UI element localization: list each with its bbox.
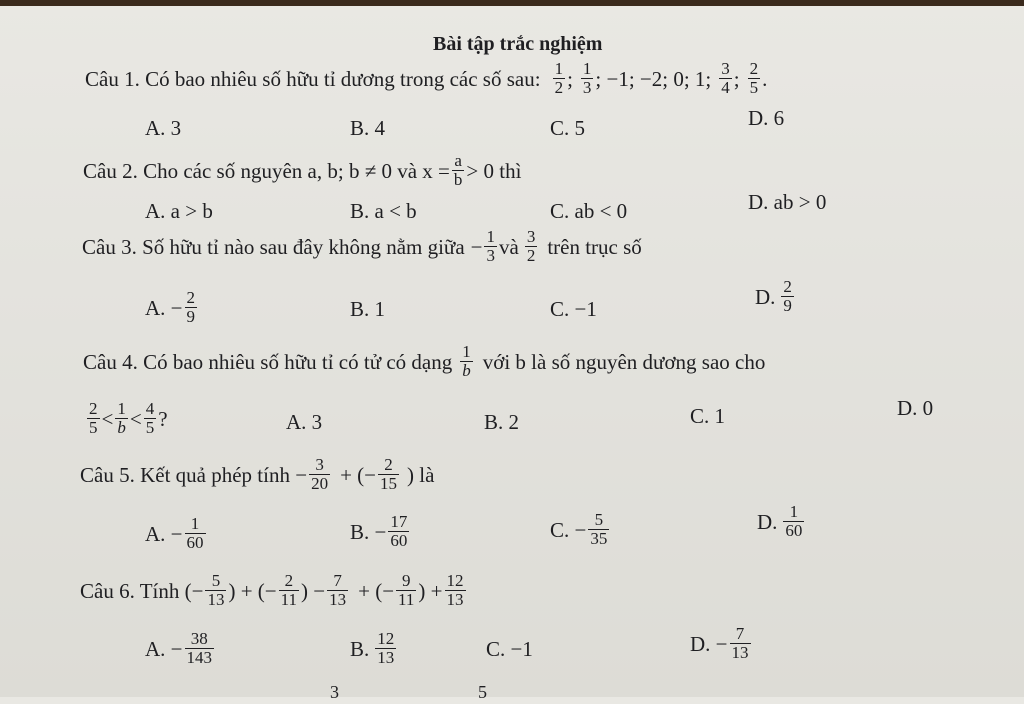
q1-option-b: B. 4	[350, 116, 386, 140]
q6-fraction-2: $\frac{2}{11}$	[280, 571, 298, 609]
q2-option-d: D. ab > 0	[748, 190, 827, 214]
question-2-tail: > 0 thì	[466, 158, 522, 183]
q6-option-c: C. −1	[486, 637, 533, 661]
q5-option-b: B. − $\frac{17}{60}$	[350, 512, 408, 550]
q4-cond-fraction-1: $\frac{2}{5}$	[89, 399, 98, 437]
q5-fraction-2: $\frac{2}{15}$	[380, 455, 397, 493]
question-4-tail: với b là số nguyên dương sao cho	[482, 349, 766, 374]
q3-option-b: B. 1	[350, 297, 386, 321]
q3-fraction-2: $\frac{3}{2}$	[526, 227, 536, 265]
q2-option-b: B. a < b	[350, 199, 417, 223]
q6-option-b: B. $\frac{12}{13}$	[350, 629, 395, 667]
q5-option-a: A. − $\frac{1}{60}$	[145, 514, 204, 552]
q1-fraction-2: $\frac{1}{3}$	[582, 59, 592, 97]
q4-option-c: C. 1	[690, 404, 726, 428]
q6-option-a: A. − $\frac{38}{143}$	[145, 629, 213, 667]
q2-option-a: A. a > b	[145, 199, 213, 223]
question-1-text: Câu 1. Có bao nhiêu số hữu tỉ dương trong các số sau:	[85, 66, 541, 91]
q3-option-c: C. −1	[550, 297, 597, 321]
q5-c-fraction: $\frac{5}{35}$	[590, 510, 608, 548]
q4-fraction: $\frac{1}{b}$	[462, 342, 471, 380]
q1-fraction-4: $\frac{2}{5}$	[749, 59, 759, 97]
bottom-cut-text-2: 5	[478, 682, 487, 702]
q4-option-d: D. 0	[897, 396, 934, 420]
question-3-text: Câu 3. Số hữu tỉ nào sau đây không nằm giữa	[82, 234, 465, 259]
q6-fraction-3: $\frac{7}{13}$	[329, 571, 347, 609]
q6-fraction-4: $\frac{9}{11}$	[398, 571, 415, 609]
q5-d-fraction: $\frac{1}{60}$	[785, 502, 803, 540]
q2-fraction: $\frac{a}{b}$	[453, 151, 463, 189]
q3-a-fraction: $\frac{2}{9}$	[186, 288, 196, 326]
page-title: Bài tập trắc nghiệm	[433, 33, 603, 55]
q1-fraction-3: $\frac{3}{4}$	[721, 59, 730, 97]
q6-option-d: D. − $\frac{7}{13}$	[690, 624, 749, 662]
q5-fraction-1: $\frac{3}{20}$	[311, 455, 329, 493]
question-3-tail: trên trục số	[547, 234, 642, 259]
top-edge	[0, 0, 1024, 6]
q2-option-c: C. ab < 0	[550, 199, 628, 223]
q5-a-fraction: $\frac{1}{60}$	[186, 514, 204, 552]
q6-a-fraction: $\frac{38}{143}$	[186, 629, 213, 667]
q1-option-d: D. 6	[748, 106, 785, 130]
question-5: Câu 5. Kết quả phép tính − $\frac{3}{20}$ + (− $\frac{2}{15}$ ) là	[80, 455, 435, 493]
q4-option-b: B. 2	[484, 410, 520, 434]
q3-option-d: D. $\frac{2}{9}$	[755, 277, 792, 315]
question-2	[83, 152, 521, 189]
question-1: Câu 1. Có bao nhiêu số hữu tỉ dương trong các số sau: $\frac{1}{2}$ ; $\frac{1}{3}$ ; −1; −2; 0; 1; $\frac{3}{4}$ ; $\frac{2}{5}$ .	[85, 59, 768, 97]
question-6-text: Câu 6. Tính (−	[80, 578, 204, 603]
q3-d-fraction: $\frac{2}{9}$	[783, 277, 792, 315]
q1-list: ; −1; −2; 0; 1;	[595, 66, 712, 91]
q4-option-a: A. 3	[286, 410, 323, 434]
q1-option-a: A. 3	[145, 116, 182, 140]
q5-option-c: C. − $\frac{5}{35}$	[550, 510, 608, 548]
q4-cond-fraction-2: $\frac{1}{b}$	[117, 399, 126, 437]
q6-fraction-1: $\frac{5}{13}$	[207, 571, 225, 609]
question-2-text: Câu 2. Cho các số nguyên a, b; b ≠ 0 và x =	[83, 158, 450, 183]
question-4-text: Câu 4. Có bao nhiêu số hữu tỉ có tử có dạng	[83, 349, 453, 374]
bottom-cut-text-1: 3	[330, 682, 339, 702]
q6-fraction-5: $\frac{12}{13}$	[446, 571, 464, 609]
q3-option-a: A. − $\frac{2}{9}$	[145, 288, 196, 326]
question-5-text: Câu 5. Kết quả phép tính −	[80, 462, 308, 487]
q6-d-fraction: $\frac{7}{13}$	[731, 624, 749, 662]
question-4	[83, 343, 765, 380]
q4-cond-fraction-3: $\frac{4}{5}$	[145, 399, 155, 437]
question-6: Câu 6. Tính (− $\frac{5}{13}$ ) + (− $\frac{2}{11}$ ) − $\frac{7}{13}$ + (− $\frac{9}{11}$ ) + $\frac{12}{13}$	[80, 571, 464, 609]
q5-option-d: D. $\frac{1}{60}$	[757, 502, 803, 540]
q5-b-fraction: $\frac{17}{60}$	[390, 512, 408, 550]
q1-option-c: C. 5	[550, 116, 586, 140]
q6-b-fraction: $\frac{12}{13}$	[377, 629, 395, 667]
question-3: Câu 3. Số hữu tỉ nào sau đây không nằm giữa − $\frac{1}{3}$ và $\frac{3}{2}$ trên trục số	[82, 227, 642, 265]
q1-fraction-1: $\frac{1}{2}$	[554, 59, 564, 97]
q3-fraction-1: $\frac{1}{3}$	[486, 227, 495, 265]
q4-condition: $\frac{2}{5}$ < $\frac{1}{b}$ < $\frac{4}{5}$ ?	[89, 399, 168, 437]
